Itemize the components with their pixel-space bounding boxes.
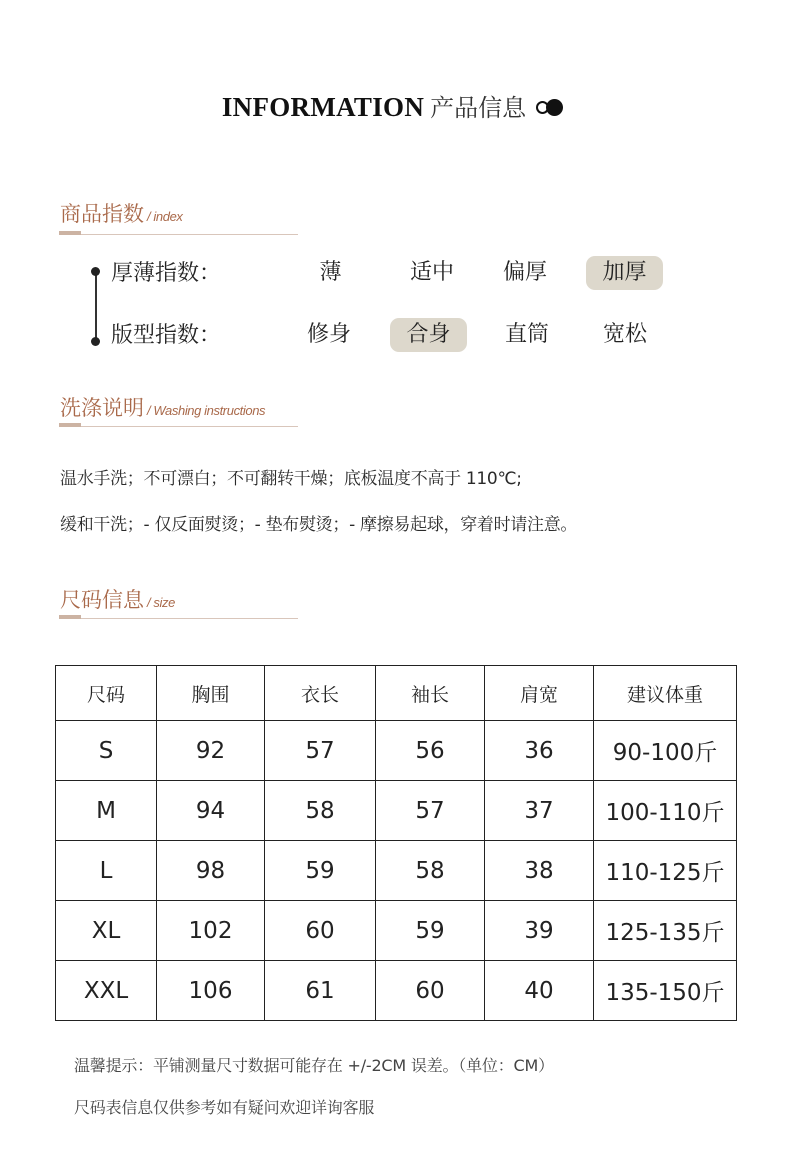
table-cell: 38 xyxy=(485,841,594,901)
table-cell: 102 xyxy=(157,901,265,961)
section-divider-accent xyxy=(59,615,81,619)
thickness-option-selected: 加厚 xyxy=(586,256,663,290)
section-title: 洗涤说明 xyxy=(60,396,144,420)
measurement-note: 温馨提示：平铺测量尺寸数据可能存在 +/-2CM 误差。（单位：CM） xyxy=(74,1056,554,1075)
table-row xyxy=(56,721,737,781)
table-cell: 58 xyxy=(376,841,485,901)
table-header-cell: 尺码 xyxy=(56,666,157,721)
table-cell: XXL xyxy=(56,961,157,1021)
section-subtitle: / size xyxy=(147,595,175,610)
table-cell: L xyxy=(56,841,157,901)
table-header-row xyxy=(56,666,737,721)
fit-index-label: 版型指数： xyxy=(111,323,222,348)
section-divider xyxy=(59,618,298,619)
table-cell: 59 xyxy=(376,901,485,961)
size-section-title xyxy=(60,584,175,614)
page-header xyxy=(0,88,790,123)
thickness-option: 适中 xyxy=(409,260,454,285)
table-header-cell: 建议体重 xyxy=(594,666,737,721)
circles-icon xyxy=(536,99,568,117)
table-cell: 57 xyxy=(265,721,376,781)
table-row xyxy=(56,901,737,961)
table-cell: 98 xyxy=(157,841,265,901)
table-cell: 90-100斤 xyxy=(594,721,737,781)
bullet-dot-icon xyxy=(91,267,100,276)
table-cell: S xyxy=(56,721,157,781)
bullet-dot-icon xyxy=(91,337,100,346)
section-subtitle: / Washing instructions xyxy=(147,403,266,418)
table-row xyxy=(56,961,737,1021)
fit-option: 宽松 xyxy=(602,322,647,347)
header-title-en: INFORMATION xyxy=(221,92,425,122)
table-cell: 110-125斤 xyxy=(594,841,737,901)
section-subtitle: / index xyxy=(147,209,183,224)
table-header-cell: 衣长 xyxy=(265,666,376,721)
table-cell: 100-110斤 xyxy=(594,781,737,841)
table-cell: XL xyxy=(56,901,157,961)
table-cell: 40 xyxy=(485,961,594,1021)
table-cell: 56 xyxy=(376,721,485,781)
header-title-cn: 产品信息 xyxy=(430,94,527,122)
washing-instruction-line: 温水手洗；不可漂白；不可翻转干燥；底板温度不高于 110℃; xyxy=(60,469,522,489)
reference-note: 尺码表信息仅供参考如有疑问欢迎详询客服 xyxy=(74,1098,375,1117)
table-cell: 60 xyxy=(265,901,376,961)
size-table xyxy=(55,665,737,1021)
section-divider xyxy=(59,234,298,235)
table-cell: M xyxy=(56,781,157,841)
table-cell: 106 xyxy=(157,961,265,1021)
washing-section-title xyxy=(60,392,265,422)
table-cell: 125-135斤 xyxy=(594,901,737,961)
thickness-option: 薄 xyxy=(319,260,342,285)
table-cell: 61 xyxy=(265,961,376,1021)
table-cell: 58 xyxy=(265,781,376,841)
section-divider-accent xyxy=(59,231,81,235)
table-cell: 39 xyxy=(485,901,594,961)
table-row xyxy=(56,841,737,901)
index-section-title xyxy=(60,198,183,228)
table-row xyxy=(56,781,737,841)
thickness-index-label: 厚薄指数： xyxy=(111,261,222,286)
section-title: 商品指数 xyxy=(60,202,144,226)
table-cell: 135-150斤 xyxy=(594,961,737,1021)
table-cell: 60 xyxy=(376,961,485,1021)
index-connector-line xyxy=(95,272,97,342)
table-cell: 57 xyxy=(376,781,485,841)
table-cell: 59 xyxy=(265,841,376,901)
washing-instruction-line: 缓和干洗；- 仅反面熨烫；- 垫布熨烫；- 摩擦易起球，穿着时请注意。 xyxy=(60,515,578,535)
fit-option-selected: 合身 xyxy=(390,318,467,352)
table-cell: 94 xyxy=(157,781,265,841)
table-cell: 92 xyxy=(157,721,265,781)
thickness-option: 偏厚 xyxy=(502,260,547,285)
section-divider xyxy=(59,426,298,427)
section-title: 尺码信息 xyxy=(60,588,144,612)
table-header-cell: 袖长 xyxy=(376,666,485,721)
table-cell: 37 xyxy=(485,781,594,841)
section-divider-accent xyxy=(59,423,81,427)
table-cell: 36 xyxy=(485,721,594,781)
fit-option: 修身 xyxy=(306,322,351,347)
fit-option: 直筒 xyxy=(504,322,549,347)
table-header-cell: 胸围 xyxy=(157,666,265,721)
table-header-cell: 肩宽 xyxy=(485,666,594,721)
